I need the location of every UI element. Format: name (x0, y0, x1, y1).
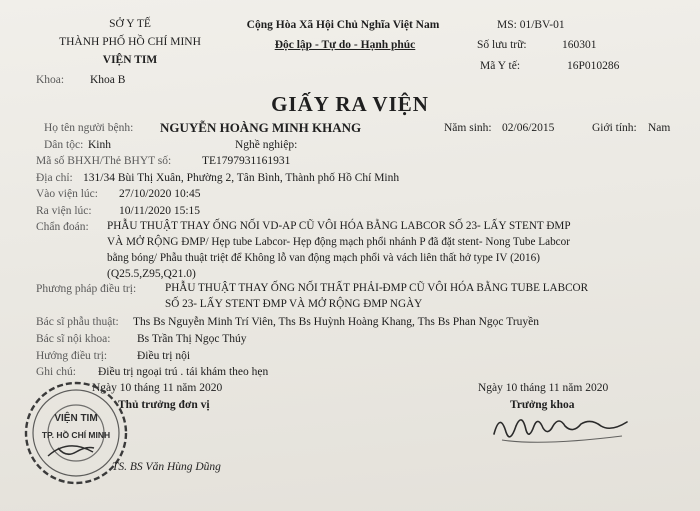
diagnosis-line: PHẪU THUẬT THAY ỐNG NỐI VD-AP CŨ VÔI HÓA BẰNG LABCOR SỐ 23- LẤY STENT ĐMP (107, 220, 571, 232)
nation-title: Cộng Hòa Xã Hội Chủ Nghĩa Việt Nam (246, 19, 440, 31)
health-code-label: Mã Y tế: (480, 60, 521, 72)
job-label: Nghề nghiệp: (235, 139, 298, 151)
header-department: SỞ Y TẾ (109, 18, 151, 30)
diagnosis-line: VÀ MỞ RỘNG ĐMP/ Hẹp tube Labcor- Hẹp động mạch phổi nhánh P đã đặt stent- Nong Tube Labcor (107, 236, 570, 248)
storage-number-label: Số lưu trữ: (477, 39, 527, 51)
sex-label: Giới tính: (592, 122, 637, 134)
discharge-time-value: 10/11/2020 15:15 (119, 205, 201, 217)
insurance-label: Mã số BHXH/Thẻ BHYT số: (36, 155, 172, 167)
diagnosis-line: bằng bóng/ Phẫu thuật triệt để Không lỗ van động mạch phổi và vách liên thất hở type IV (2016) (107, 252, 540, 264)
treatment-direction-value: Điều trị nội (137, 350, 191, 362)
internal-doctor-value: Bs Trần Thị Ngọc Thúy (137, 333, 247, 345)
khoa-value: Khoa B (90, 74, 126, 86)
birth-year-label: Năm sinh: (444, 122, 492, 134)
internal-doctor-label: Bác sĩ nội khoa: (36, 333, 111, 345)
admission-label: Vào viện lúc: (36, 188, 98, 200)
left-sign-role: Thủ trưởng đơn vị (118, 399, 210, 411)
khoa-label: Khoa: (36, 74, 65, 86)
ethnic-label: Dân tộc: (44, 139, 84, 151)
patient-name-value: NGUYỄN HOÀNG MINH KHANG (160, 120, 362, 135)
surgeon-value: Ths Bs Nguyễn Minh Trí Viên, Ths Bs Huỳnh Hoàng Khang, Ths Bs Phan Ngọc Truyền (133, 316, 539, 328)
address-label: Địa chỉ: (36, 172, 73, 184)
diagnosis-label: Chẩn đoán: (36, 221, 89, 233)
left-signer-name: TS. BS Văn Hùng Dũng (112, 461, 221, 473)
right-sign-role: Trưởng khoa (510, 399, 575, 411)
birth-year-value: 02/06/2015 (502, 122, 555, 134)
admission-value: 27/10/2020 10:45 (119, 188, 201, 200)
treatment-line: SỐ 23- LẤY STENT ĐMP VÀ MỞ RỘNG ĐMP NGÀY (165, 298, 423, 310)
health-code-value: 16P010286 (567, 60, 620, 72)
form-code: MS: 01/BV-01 (497, 19, 565, 31)
discharge-time-label: Ra viện lúc: (36, 205, 92, 217)
storage-number-value: 160301 (562, 39, 597, 51)
notes-value: Điều trị ngoại trú . tái khám theo hẹn (98, 366, 269, 378)
header-institute: VIỆN TIM (102, 54, 158, 66)
ethnic-value: Kinh (88, 139, 111, 151)
stamp-text-line1: VIỆN TIM (54, 413, 98, 424)
treatment-label: Phương pháp điều trị: (36, 283, 137, 295)
right-sign-date: Ngày 10 tháng 11 năm 2020 (478, 382, 609, 394)
diagnosis-line: (Q25.5,Z95,Q21.0) (107, 268, 196, 280)
treatment-direction-label: Hướng điều trị: (36, 350, 108, 362)
patient-name-label: Họ tên người bệnh: (44, 122, 134, 134)
nation-motto: Độc lập - Tự do - Hạnh phúc (274, 39, 416, 51)
surgeon-label: Bác sĩ phẫu thuật: (36, 316, 119, 328)
treatment-line: PHẪU THUẬT THAY ỐNG NỐI THẤT PHẢI-ĐMP CŨ VÔI HÓA BẰNG TUBE LABCOR (165, 282, 589, 294)
header-city: THÀNH PHỐ HỒ CHÍ MINH (59, 36, 201, 48)
notes-label: Ghi chú: (36, 366, 76, 378)
left-sign-date: Ngày 10 tháng 11 năm 2020 (92, 382, 223, 394)
sex-value: Nam (648, 122, 671, 134)
insurance-value: TE1797931161931 (202, 155, 291, 167)
head-signature-icon (488, 404, 638, 450)
address-value: 131/34 Bùi Thị Xuân, Phường 2, Tân Bình, Thành phố Hồ Chí Minh (83, 172, 400, 184)
document-title: GIẤY RA VIỆN (271, 92, 429, 116)
stamp-text-line2: TP. HỒ CHÍ MINH (41, 430, 111, 440)
